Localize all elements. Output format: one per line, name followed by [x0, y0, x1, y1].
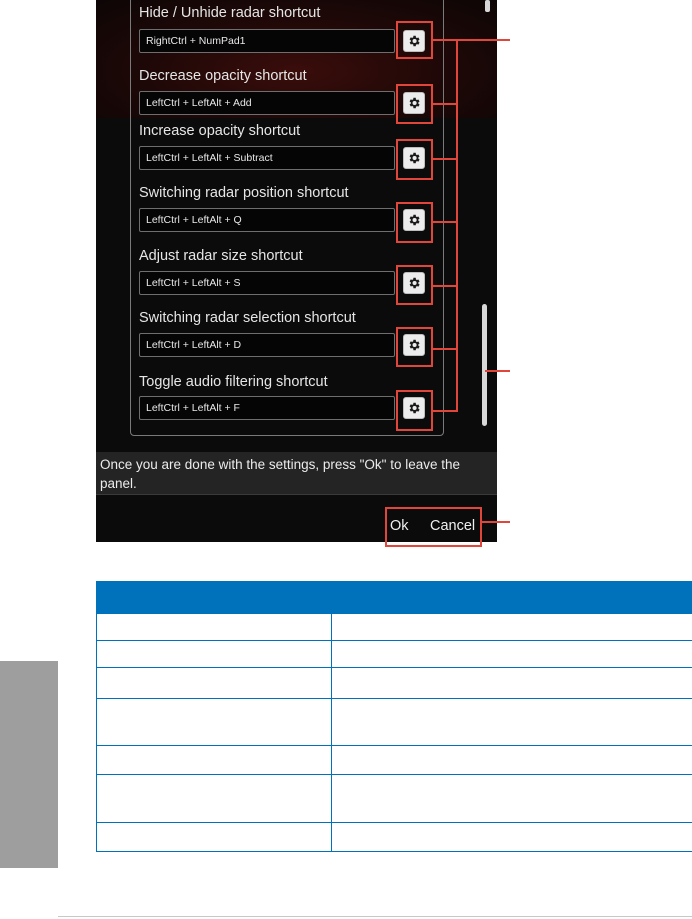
callout-tick-1	[433, 39, 457, 41]
table-row	[96, 775, 692, 823]
page-bottom-rule	[58, 916, 692, 917]
callout-box-gear-2	[396, 84, 433, 124]
shortcut-label-increase-opacity: Increase opacity shortcut	[139, 123, 301, 139]
table-column-divider	[331, 614, 332, 852]
shortcut-field-adjust-radar-size[interactable]: LeftCtrl + LeftAlt + S	[139, 271, 395, 295]
callout-box-ok-cancel	[385, 507, 482, 547]
callout-spine	[456, 39, 458, 412]
callout-box-gear-5	[396, 265, 433, 305]
shortcut-field-toggle-audio-filtering[interactable]: LeftCtrl + LeftAlt + F	[139, 396, 395, 420]
shortcut-label-hide-unhide-radar: Hide / Unhide radar shortcut	[139, 5, 321, 21]
shortcut-label-adjust-radar-size: Adjust radar size shortcut	[139, 248, 303, 264]
callout-leader-gears	[456, 39, 510, 41]
table-row	[96, 641, 692, 668]
table-row	[96, 699, 692, 746]
side-tab	[0, 661, 58, 868]
callout-box-gear-7	[396, 390, 433, 431]
callout-tick-7	[433, 410, 457, 412]
callout-tick-5	[433, 285, 457, 287]
table-row	[96, 614, 692, 641]
shortcut-label-toggle-audio-filtering: Toggle audio filtering shortcut	[139, 374, 328, 390]
shortcut-label-switch-radar-selection: Switching radar selection shortcut	[139, 310, 356, 326]
callout-leader-ok-cancel	[482, 521, 510, 523]
cancel-button[interactable]: Cancel	[430, 518, 476, 534]
callout-box-gear-3	[396, 139, 433, 180]
table-row	[96, 823, 692, 852]
table-header	[96, 581, 692, 614]
shortcut-field-hide-unhide-radar[interactable]: RightCtrl + NumPad1	[139, 29, 395, 53]
scrollbar-top-segment[interactable]	[485, 0, 490, 12]
status-message: Once you are done with the settings, press "Ok" to leave the panel.	[96, 452, 497, 494]
shortcut-label-decrease-opacity: Decrease opacity shortcut	[139, 68, 307, 84]
shortcut-field-decrease-opacity[interactable]: LeftCtrl + LeftAlt + Add	[139, 91, 395, 115]
callout-tick-4	[433, 221, 457, 223]
table-row	[96, 668, 692, 699]
callout-tick-6	[433, 348, 457, 350]
shortcut-field-switch-radar-position[interactable]: LeftCtrl + LeftAlt + Q	[139, 208, 395, 232]
shortcut-field-switch-radar-selection[interactable]: LeftCtrl + LeftAlt + D	[139, 333, 395, 357]
callout-box-gear-4	[396, 202, 433, 243]
shortcut-label-switch-radar-position: Switching radar position shortcut	[139, 185, 349, 201]
status-separator	[96, 494, 497, 495]
callout-tick-3	[433, 158, 457, 160]
callout-box-gear-1	[396, 21, 433, 59]
table-row	[96, 746, 692, 775]
shortcut-field-increase-opacity[interactable]: LeftCtrl + LeftAlt + Subtract	[139, 146, 395, 170]
callout-box-gear-6	[396, 327, 433, 367]
callout-tick-2	[433, 103, 457, 105]
callout-leader-scrollbar	[485, 370, 510, 372]
scrollbar-thumb[interactable]	[482, 304, 487, 426]
ok-button[interactable]: Ok	[390, 518, 409, 534]
